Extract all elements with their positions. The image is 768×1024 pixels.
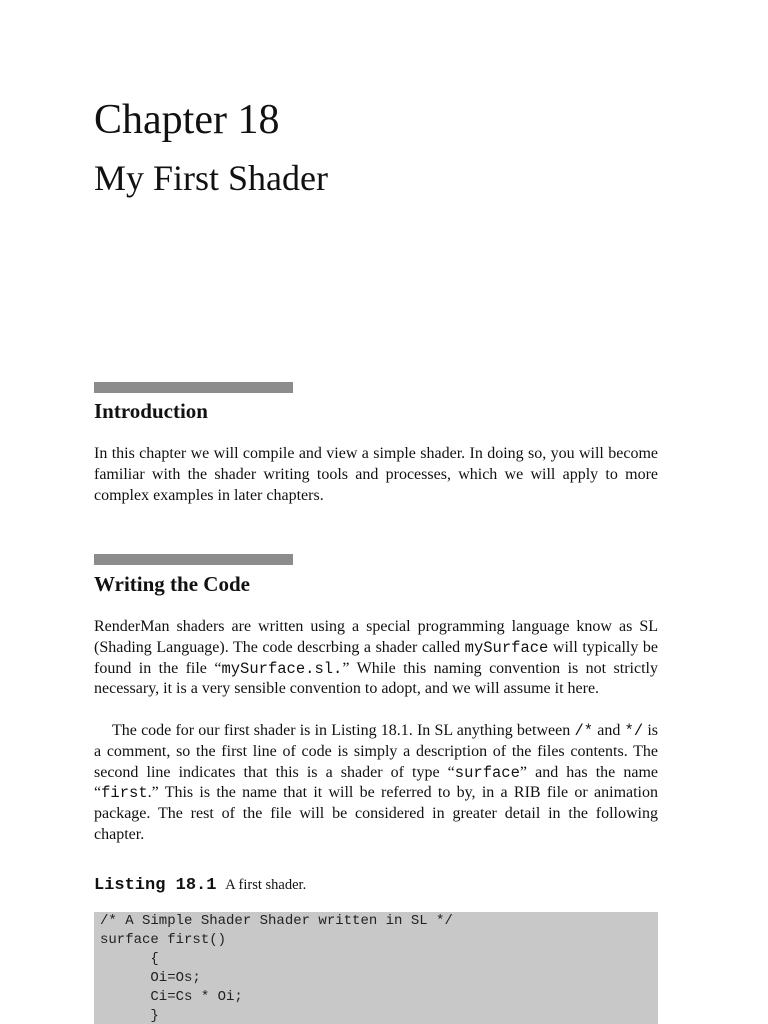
code-line: } [100,1008,159,1024]
code-inline: mySurface [464,638,549,657]
code-line: Ci=Cs * Oi; [100,989,243,1005]
section-rule-introduction [94,382,293,393]
code-line: /* A Simple Shader Shader written in SL */ [100,913,453,929]
code-inline: first [101,784,148,803]
text-run: is a comment, so the first line of code is simply a description of the files contents. The second line indicates that this is a shader of type “ [94,722,659,781]
listing-caption [94,874,306,897]
text-run: ” and has the name “ [94,763,659,802]
section-heading-introduction: Introduction [94,399,208,423]
section-rule-writing [94,554,293,565]
code-line: surface first() [100,932,227,948]
text-run: will typically be found in the file “ [94,638,658,677]
writing-paragraph-1 [94,617,658,700]
chapter-number: Chapter 18 [94,97,280,143]
text-run: .” This is the name that it will be referred to by, in a RIB file or animation package. The rest of the file will be considered in greater detail in the following chapter. [94,784,658,843]
writing-paragraph-2 [94,721,658,846]
code-listing [94,912,658,1024]
introduction-paragraph: In this chapter we will compile and view a simple shader. In doing so, you will become familiar with the shader writing tools and processes, which we will apply to more complex examples in later chapters. [94,445,658,504]
code-inline: mySurface.sl. [221,659,343,678]
text-run: and [593,722,625,739]
listing-number: Listing 18.1 [94,876,217,895]
text-run: RenderMan shaders are written using a special programming language know as SL (Shading Language). The code descrbing a shader called [94,618,658,656]
code-inline: */ [624,722,644,740]
code-inline: surface [454,763,520,782]
section-heading-writing: Writing the Code [94,572,250,596]
text-run: ” While this naming convention is not strictly necessary, it is a very sensible convention to adopt, and we will assume it here. [94,659,658,698]
text-run: The code for our first shader is in Listing 18.1. In SL anything between [112,722,575,739]
chapter-title: My First Shader [94,158,328,198]
listing-caption-text: A first shader. [225,877,307,893]
code-inline: /* [574,722,594,740]
code-line: Oi=Os; [100,970,201,986]
code-line: { [100,951,159,967]
